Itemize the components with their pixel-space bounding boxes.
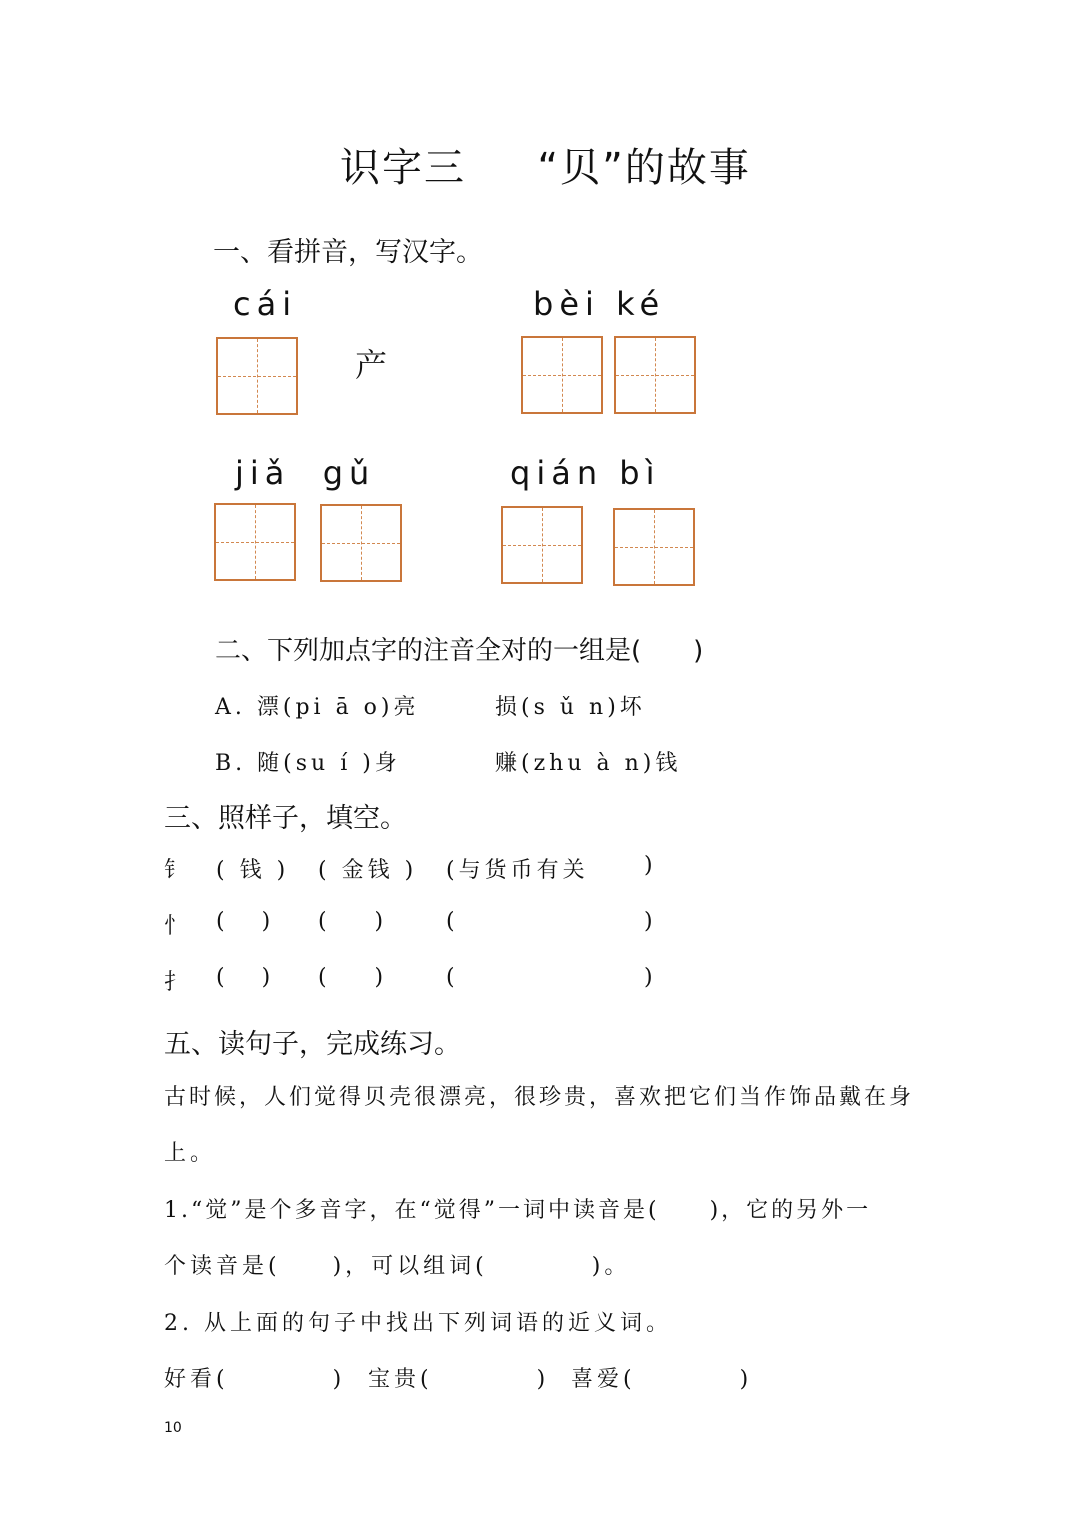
writing-box[interactable] (614, 336, 696, 414)
writing-box[interactable] (501, 506, 583, 584)
page-number: 10 (164, 1420, 182, 1436)
writing-box[interactable] (214, 503, 296, 581)
synonym-item[interactable]: 喜爱( ) (571, 1367, 753, 1392)
pinyin-beike: bèi ké (533, 285, 666, 323)
example-blank: ( 钱 ) (216, 858, 290, 883)
question-1-line-1: 1.“觉”是个多音字，在“觉得”一词中读音是( )，它的另外一 (164, 1198, 872, 1223)
example-meaning: (与货币有关 (446, 858, 589, 883)
passage-line-2: 上。 (164, 1141, 217, 1166)
answer-blank-open[interactable]: ( (446, 909, 459, 934)
page-title: 识字三 “贝”的故事 (340, 145, 751, 191)
answer-blank[interactable]: ( ) (216, 965, 275, 990)
option-b-left: B. 随(su í )身 (215, 751, 401, 776)
synonym-item[interactable]: 宝贵( ) (368, 1367, 550, 1392)
option-a-right: 损(s ǔ n)坏 (495, 695, 646, 720)
answer-blank[interactable]: ( ) (318, 909, 388, 934)
answer-blank[interactable]: ( ) (318, 965, 388, 990)
given-character: 产 (355, 346, 388, 384)
section-5-heading: 五、读句子，完成练习。 (164, 1029, 461, 1060)
answer-blank-close: ) (644, 965, 657, 990)
writing-box[interactable] (216, 337, 298, 415)
example-meaning-close: ) (644, 853, 657, 878)
pinyin-cai: cái (233, 285, 298, 323)
passage-line-1: 古时候，人们觉得贝壳很漂亮，很珍贵，喜欢把它们当作饰品戴在身 (164, 1085, 915, 1110)
pinyin-qianbi: qián bì (510, 454, 661, 492)
section-3-heading: 三、照样子，填空。 (164, 803, 407, 834)
question-1-line-2: 个读音是( )，可以组词( )。 (164, 1254, 631, 1279)
synonym-item[interactable]: 好看( ) (164, 1367, 346, 1392)
radical: 忄 (164, 914, 191, 939)
answer-blank[interactable]: ( ) (216, 909, 275, 934)
answer-blank-open[interactable]: ( (446, 965, 459, 990)
option-a-left: A. 漂(pi ā o)亮 (215, 695, 420, 720)
option-b-right: 赚(zhu à n)钱 (495, 751, 682, 776)
radical: 扌 (164, 970, 191, 995)
section-2-heading: 二、下列加点字的注音全对的一组是( ) (215, 636, 704, 666)
writing-box[interactable] (613, 508, 695, 586)
radical: 钅 (164, 858, 191, 883)
pinyin-jiagu: jiǎ gǔ (235, 454, 376, 492)
section-1-heading: 一、看拼音，写汉字。 (213, 237, 483, 268)
example-word: ( 金钱 ) (318, 858, 418, 883)
question-2: 2. 从上面的句子中找出下列词语的近义词。 (164, 1311, 672, 1336)
answer-blank-close: ) (644, 909, 657, 934)
writing-box[interactable] (320, 504, 402, 582)
writing-box[interactable] (521, 336, 603, 414)
